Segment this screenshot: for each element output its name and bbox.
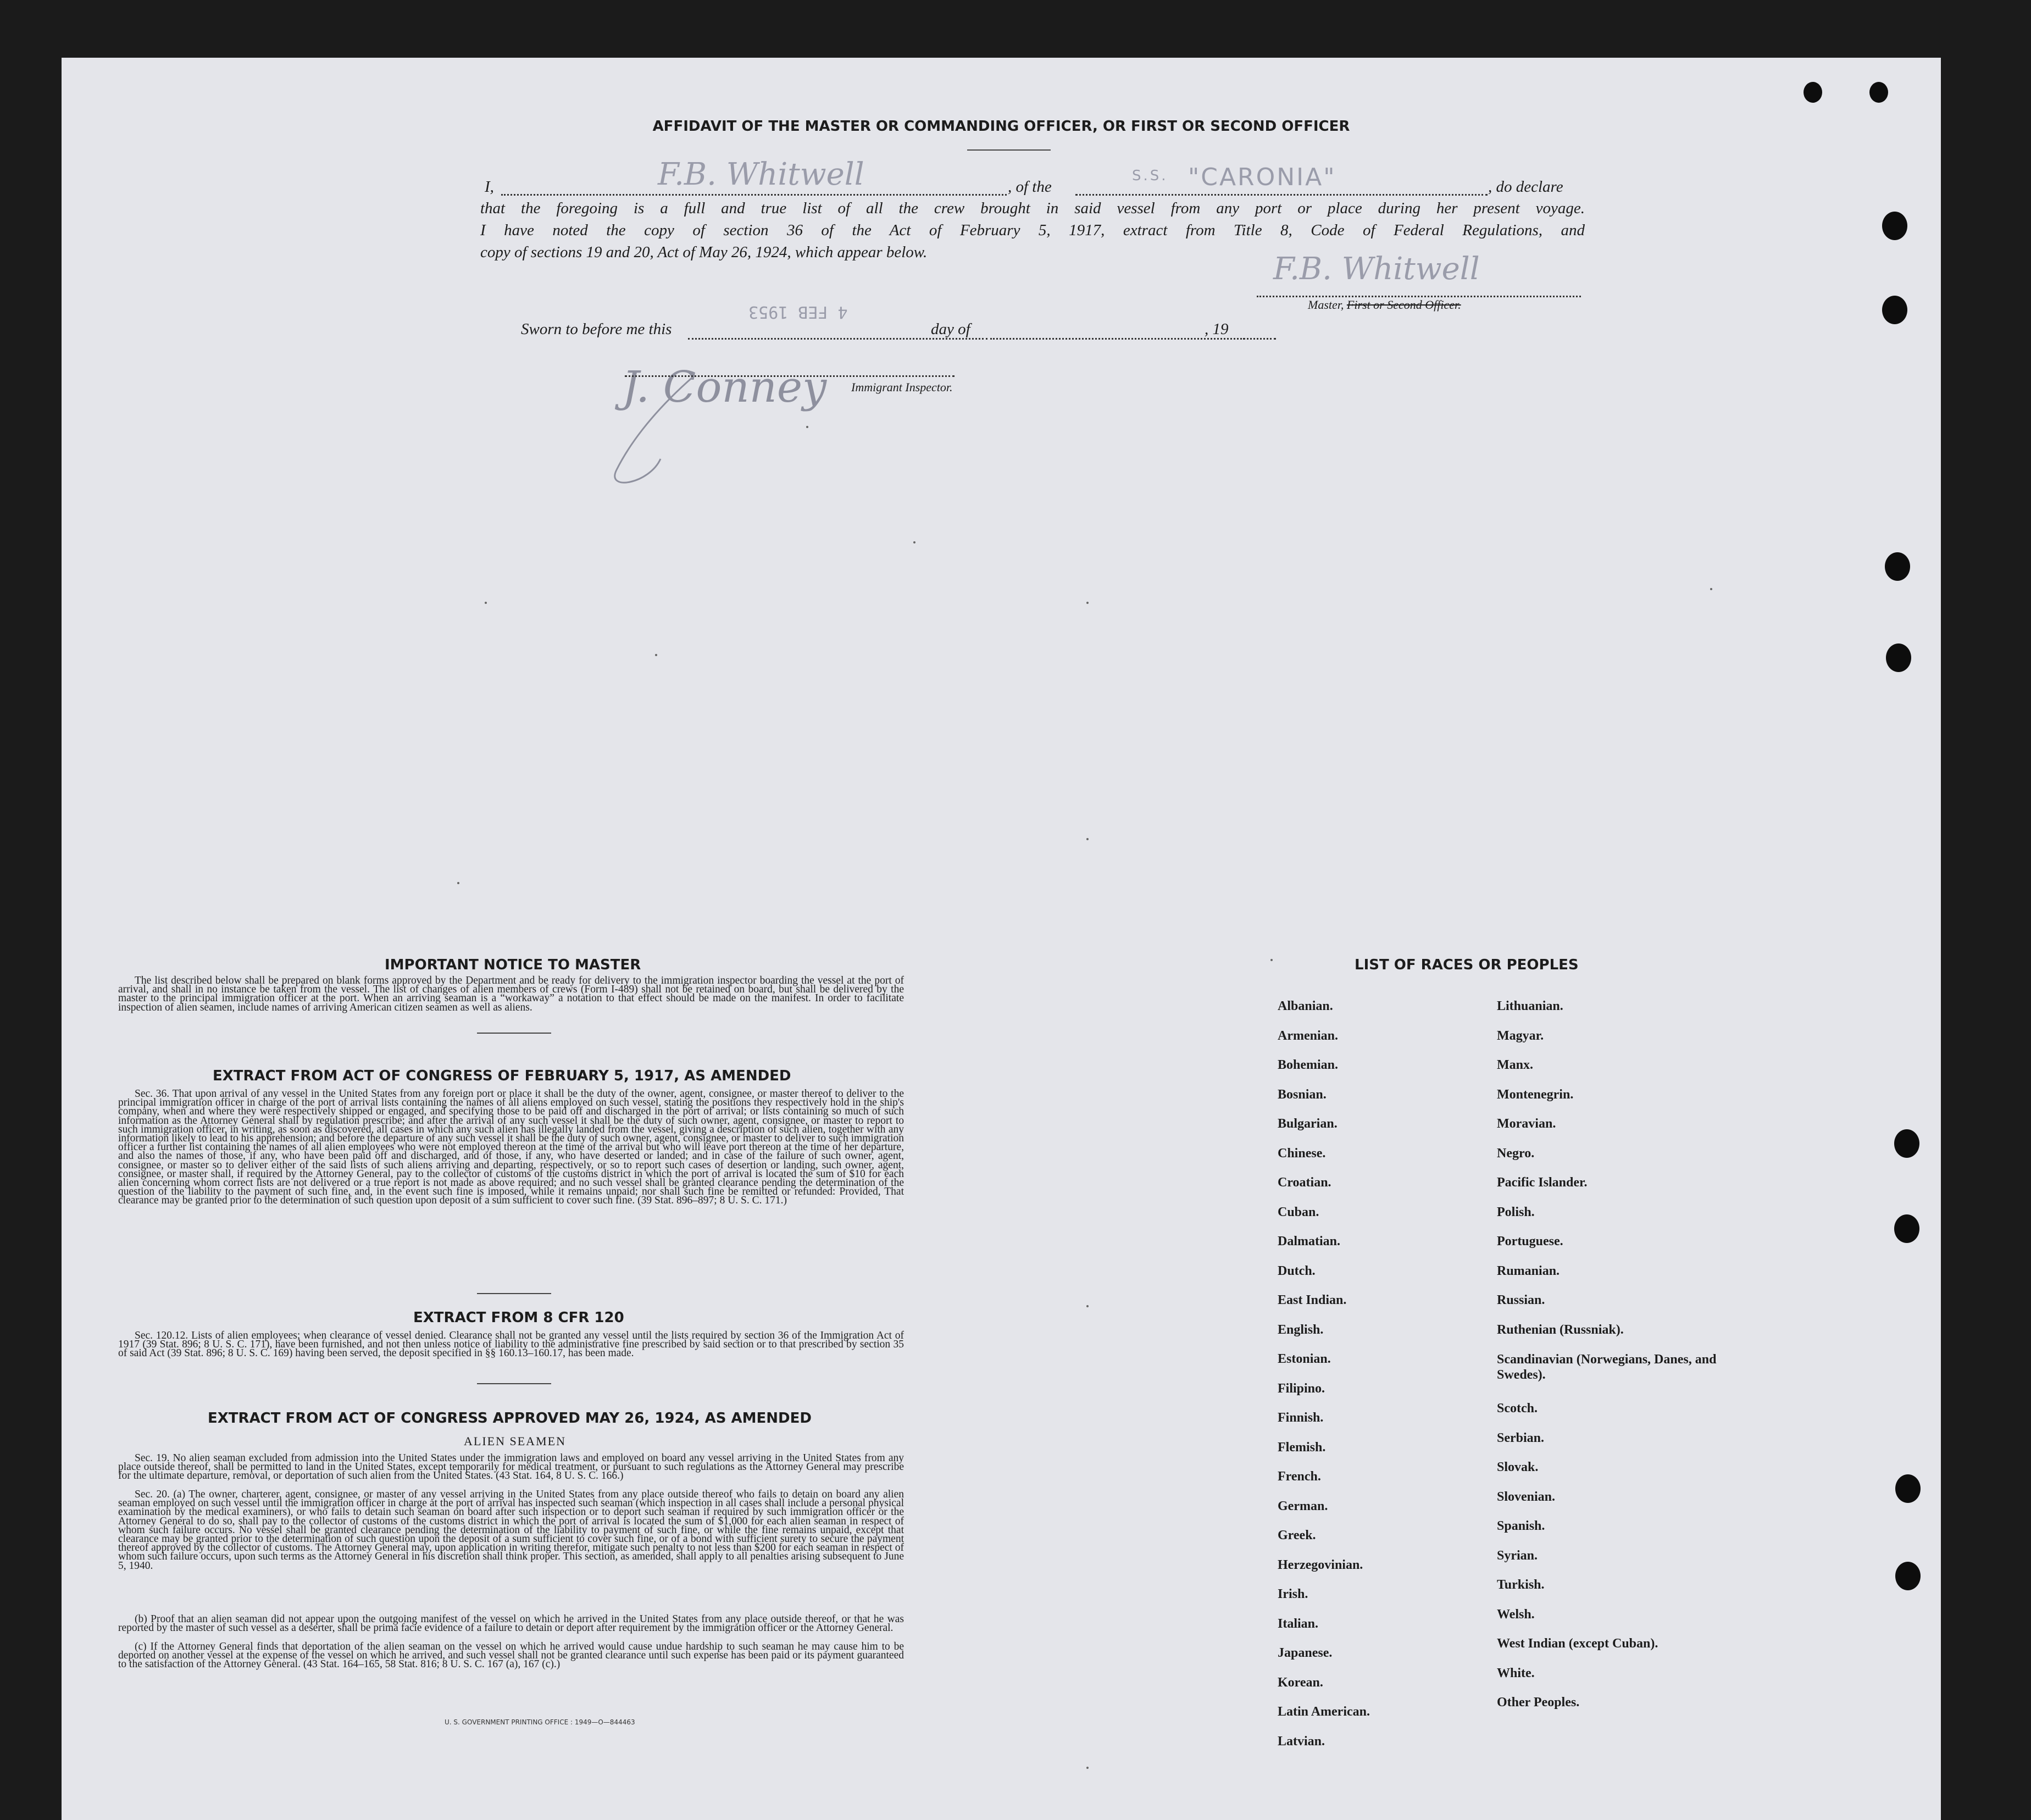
- extract-1924-title: EXTRACT FROM ACT OF CONGRESS APPROVED MAY 26, 1924, AS AMENDED: [208, 1410, 812, 1427]
- year-label: , 19: [1205, 320, 1229, 338]
- race-item: Lithuanian.: [1497, 999, 1563, 1013]
- races-title: LIST OF RACES OR PEOPLES: [1355, 957, 1579, 973]
- race-item: Italian.: [1278, 1616, 1319, 1631]
- guide-speck: [1086, 1767, 1089, 1769]
- punch-hole: [1882, 296, 1907, 324]
- race-item: Welsh.: [1497, 1607, 1535, 1622]
- race-item: Herzegovinian.: [1278, 1557, 1363, 1572]
- punch-hole: [1894, 1214, 1919, 1243]
- printer-imprint: U. S. GOVERNMENT PRINTING OFFICE : 1949—O—844463: [445, 1718, 635, 1726]
- race-item: Russian.: [1497, 1293, 1545, 1307]
- sworn-label: Sworn to before me this: [521, 320, 672, 338]
- guide-speck: [1710, 588, 1712, 590]
- race-item: Armenian.: [1278, 1028, 1338, 1043]
- race-item: Moravian.: [1497, 1117, 1556, 1131]
- title-divider: [967, 149, 1051, 151]
- day-of-label: day of: [931, 320, 970, 338]
- master-caption: [1308, 298, 1461, 312]
- extract-1917-title: EXTRACT FROM ACT OF CONGRESS OF FEBRUARY 5, 1917, AS AMENDED: [213, 1068, 791, 1084]
- guide-speck: [1086, 602, 1089, 604]
- guide-speck: [485, 602, 487, 604]
- race-item: Finnish.: [1278, 1411, 1324, 1425]
- punch-hole: [1804, 82, 1822, 103]
- race-item: Pacific Islander.: [1497, 1175, 1588, 1190]
- do-declare-label: , do declare: [1488, 178, 1563, 196]
- race-item: Korean.: [1278, 1675, 1323, 1690]
- race-item: Dalmatian.: [1278, 1234, 1340, 1249]
- notice-divider: [477, 1033, 551, 1034]
- extract-cfr-body: Sec. 120.12. Lists of alien employees; when clearance of vessel denied. Clearance shall not be granted any vessel until the lists required by section 36 of the Immigration Act of 1917 (39 Stat. 896; 8 U. S. C. 171), have been furnished, and not then unless notice of liability to the administrative fine prescribed by said section or to that prescribed by section 35 of said Act (39 Stat. 896; 8 U. S. C. 169) having been served, the deposit specified in §§ 160.13–160.17, has been made.: [118, 1330, 904, 1360]
- extract-cfr-title: EXTRACT FROM 8 CFR 120: [413, 1309, 624, 1326]
- race-item: German.: [1278, 1499, 1328, 1513]
- master-signature-line: [1257, 296, 1581, 297]
- extract-cfr-divider: [477, 1383, 551, 1384]
- year-line: [1243, 338, 1276, 340]
- races-column-2: [1497, 999, 1733, 1725]
- race-item: Syrian.: [1497, 1548, 1538, 1563]
- extract-1924-sec-b: (b) Proof that an alien seaman did not appear upon the outgoing manifest of the vessel on which he arrived in the United States from any place outside thereof, or that he was reported by the master of such vessel as a deserter, shall be prima facie evidence of a failure to detain or deport after requirement by the immigration officer or the Attorney General.: [118, 1613, 904, 1634]
- race-item: East Indian.: [1278, 1293, 1347, 1307]
- inspector-signature-flourish: [584, 365, 748, 492]
- punch-hole: [1885, 552, 1910, 581]
- vessel-name: "CARONIA": [1188, 163, 1336, 191]
- race-item: Cuban.: [1278, 1205, 1319, 1219]
- extract-1917-divider: [477, 1293, 551, 1294]
- inspector-signature-line: [625, 375, 955, 377]
- extract-1924-sec-c: (c) If the Attorney General finds that deportation of the alien seaman on the vessel on which he arrived would cause undue hardship to such seaman he may cause him to be deported on another vessel at the expense of the vessel on which he arrived, and such vessel shall not be granted clearance until such expense has been paid or its payment guaranteed to the satisfaction of the Attorney General. (43 Stat. 164–165, 58 Stat. 816; 8 U. S. C. 167 (a), 167 (c).): [118, 1641, 904, 1671]
- race-item: Filipino.: [1278, 1381, 1325, 1396]
- signer-line: [501, 194, 1007, 196]
- race-item: Turkish.: [1497, 1578, 1545, 1592]
- declaration-line-2: that the foregoing is a full and true list of all the crew brought in said vessel from any port or place during her present voyage.: [480, 199, 1585, 217]
- punch-hole: [1895, 1562, 1921, 1590]
- race-item: Bulgarian.: [1278, 1117, 1338, 1131]
- signer-signature: F.B. Whitwell: [658, 157, 864, 192]
- declaration-line-4: copy of sections 19 and 20, Act of May 26, 1924, which appear below.: [480, 243, 928, 261]
- race-item: Portuguese.: [1497, 1234, 1563, 1249]
- guide-speck: [1270, 959, 1273, 961]
- guide-speck: [806, 426, 808, 428]
- race-item: Montenegrin.: [1497, 1087, 1574, 1102]
- race-item: West Indian (except Cuban).: [1497, 1636, 1658, 1651]
- inspector-signature: J. Conney: [622, 363, 827, 412]
- race-item: Slovenian.: [1497, 1489, 1556, 1504]
- guide-speck: [1086, 1305, 1089, 1307]
- master-caption-main: Master,: [1308, 298, 1344, 312]
- race-item: Slovak.: [1497, 1460, 1539, 1474]
- race-item: Other Peoples.: [1497, 1695, 1580, 1710]
- punch-hole: [1895, 1474, 1921, 1503]
- extract-1924-sec19: Sec. 19. No alien seaman excluded from admission into the United States under the immigration laws and employed on board any vessel arriving in the United States from any place outside thereof, shall be permitted to land in the United States, except temporarily for medical treatment, or pursuant to such regulations as the Attorney General may prescribe for the ultimate departure, removal, or deportation of such alien from the United States. (43 Stat. 164, 8 U. S. C. 166.): [118, 1452, 904, 1482]
- race-item: Japanese.: [1278, 1646, 1333, 1660]
- race-item: Irish.: [1278, 1587, 1308, 1601]
- affidavit-title: AFFIDAVIT OF THE MASTER OR COMMANDING OFFICER, OR FIRST OR SECOND OFFICER: [652, 118, 1350, 135]
- master-caption-struck: First or Second Officer.: [1346, 298, 1461, 312]
- race-item: Magyar.: [1497, 1028, 1544, 1043]
- race-item: Rumanian.: [1497, 1263, 1560, 1278]
- race-item: Bosnian.: [1278, 1087, 1327, 1102]
- race-item: Scandinavian (Norwegians, Danes, and Swedes).: [1497, 1352, 1717, 1382]
- race-item: English.: [1278, 1322, 1324, 1337]
- race-item: Scotch.: [1497, 1401, 1538, 1416]
- punch-hole: [1882, 212, 1907, 240]
- punch-hole: [1886, 643, 1911, 672]
- guide-speck: [655, 654, 657, 656]
- notice-title: IMPORTANT NOTICE TO MASTER: [385, 957, 641, 973]
- race-item: Flemish.: [1278, 1440, 1326, 1455]
- punch-hole: [1894, 1129, 1919, 1158]
- extract-1924-sec20: Sec. 20. (a) The owner, charterer, agent, consignee, or master of any vessel arriving in the United States from any place outside thereof who fails to detain on board any alien seaman employed on such vessel until the immigration officer in charge at the port of arrival has inspected such seaman (which inspection in all cases shall include a personal physical examination by the medical examiners), or who fails to detain such seaman on board after such inspection or to deport such seaman if required by such immigration officer or the Attorney General to do so, shall pay to the collector of customs of the customs district in which the port of arrival is located the sum of $1,000 for each alien seaman in respect of whom such failure occurs. No vessel shall be granted clearance pending the determination of the liability to payment of such fine, or while the fine remains unpaid, except that clearance may be granted prior to the determination of such question upon the deposit of a sum sufficient to cover such fine, or of a bond with sufficient surety to secure the payment thereof approved by the collector of customs. The Attorney General may, upon application in writing therefor, mitigate such penalty to not less than $200 for each seaman in respect of whom such failure occurs, upon such terms as the Attorney General in his discretion shall think proper. This section, as amended, shall apply to all penalties arising subsequent to June 5, 1940.: [118, 1489, 904, 1572]
- master-signature: F.B. Whitwell: [1273, 251, 1480, 287]
- race-item: Manx.: [1497, 1058, 1533, 1072]
- races-column-1: [1278, 999, 1370, 1763]
- race-item: Serbian.: [1497, 1430, 1545, 1445]
- inspector-caption: Immigrant Inspector.: [851, 380, 953, 394]
- extract-1917-body: Sec. 36. That upon arrival of any vessel in the United States from any foreign port or place it shall be the duty of the owner, agent, consignee, or master thereof to deliver to the principal immigration officer in charge of the port of arrival lists containing the names of all aliens employed on such vessel, stating the positions they respectively hold in the ship's company, when and where they were respectively shipped or engaged, and specifying those to be paid off and discharged in the port of arrival; or lists containing so much of such information as the Attorney General shall by regulation prescribe; and after the arrival of any such vessel it shall be the duty of such owner, agent, consignee, or master to report to such immigration officer, in writing, as soon as discovered, all cases in which any such alien has illegally landed from the vessel, giving a description of such alien, together with any information likely to lead to his apprehension; and before the departure of any such vessel it shall be the duty of such owner, agent, consignee, or master to deliver to such immigration officer a further list containing the names of all alien employees who were not employed thereon at the time of the arrival but who will leave port thereon at the time of her departure, and also the names of those, if any, who have been paid off and discharged, and of those, if any, who have deserted or landed; and in case of the failure of such owner, agent, consignee, or master so to deliver either of the said lists of such aliens arriving and departing, respectively, or so to report such cases of desertion or landing, such owner, agent, consignee, or master shall, if required by the Attorney General, pay to the collector of customs of the customs district in which the port of arrival is located the sum of $10 for each alien concerning whom correct lists are not delivered or a true report is not made as above required; and no such vessel shall be granted clearance pending the determination of the question of the liability to the payment of such fine, and, in the event such fine is imposed, while it remains unpaid; nor shall such fine be remitted or refunded: Provided, That clearance may be granted prior to the determination of such question upon deposit of a sum sufficient to cover such fine. (39 Stat. 896–897; 8 U. S. C. 171.): [118, 1088, 904, 1207]
- race-item: Chinese.: [1278, 1146, 1326, 1161]
- race-item: Latin American.: [1278, 1705, 1370, 1719]
- race-item: Dutch.: [1278, 1263, 1316, 1278]
- race-item: French.: [1278, 1469, 1321, 1484]
- guide-speck: [1086, 838, 1089, 840]
- i-label: I,: [485, 178, 494, 196]
- document-page: [62, 58, 1941, 1820]
- guide-speck: [457, 882, 459, 884]
- guide-speck: [913, 541, 915, 543]
- declaration-line-3: I have noted the copy of section 36 of the Act of February 5, 1917, extract from Title 8, Code of Federal Regulations, and: [480, 221, 1585, 239]
- race-item: Greek.: [1278, 1528, 1316, 1542]
- vessel-line: [1075, 194, 1488, 196]
- of-the-label: , of the: [1008, 178, 1052, 196]
- extract-1924-subtitle: ALIEN SEAMEN: [464, 1434, 566, 1448]
- race-item: Latvian.: [1278, 1734, 1325, 1749]
- race-item: Estonian.: [1278, 1352, 1331, 1366]
- race-item: Bohemian.: [1278, 1058, 1339, 1072]
- race-item: Albanian.: [1278, 999, 1333, 1013]
- race-item: Polish.: [1497, 1205, 1535, 1219]
- race-item: Ruthenian (Russniak).: [1497, 1322, 1624, 1337]
- race-item: Spanish.: [1497, 1519, 1545, 1533]
- race-item: Negro.: [1497, 1146, 1535, 1161]
- vessel-prefix: S.S.: [1132, 168, 1168, 184]
- race-item: White.: [1497, 1666, 1535, 1680]
- notice-body: The list described below shall be prepared on blank forms approved by the Department and be ready for delivery to the immigration inspector boarding the vessel at the port of arrival, and shall in no instance be taken from the vessel. The list of changes of alien members of crews (Form I-489) shall not be retained on board, but shall be delivered by the master to the principal immigration officer at the port. When an arriving seaman is a “workaway” a notation to that effect should be made on the manifest. In order to facilitate inspection of alien seamen, include names of arriving American citizen seamen as well as aliens.: [118, 975, 904, 1013]
- sworn-date-stamp: 4 FEB 1953: [748, 302, 848, 321]
- race-item: Croatian.: [1278, 1175, 1331, 1190]
- punch-hole: [1869, 82, 1888, 103]
